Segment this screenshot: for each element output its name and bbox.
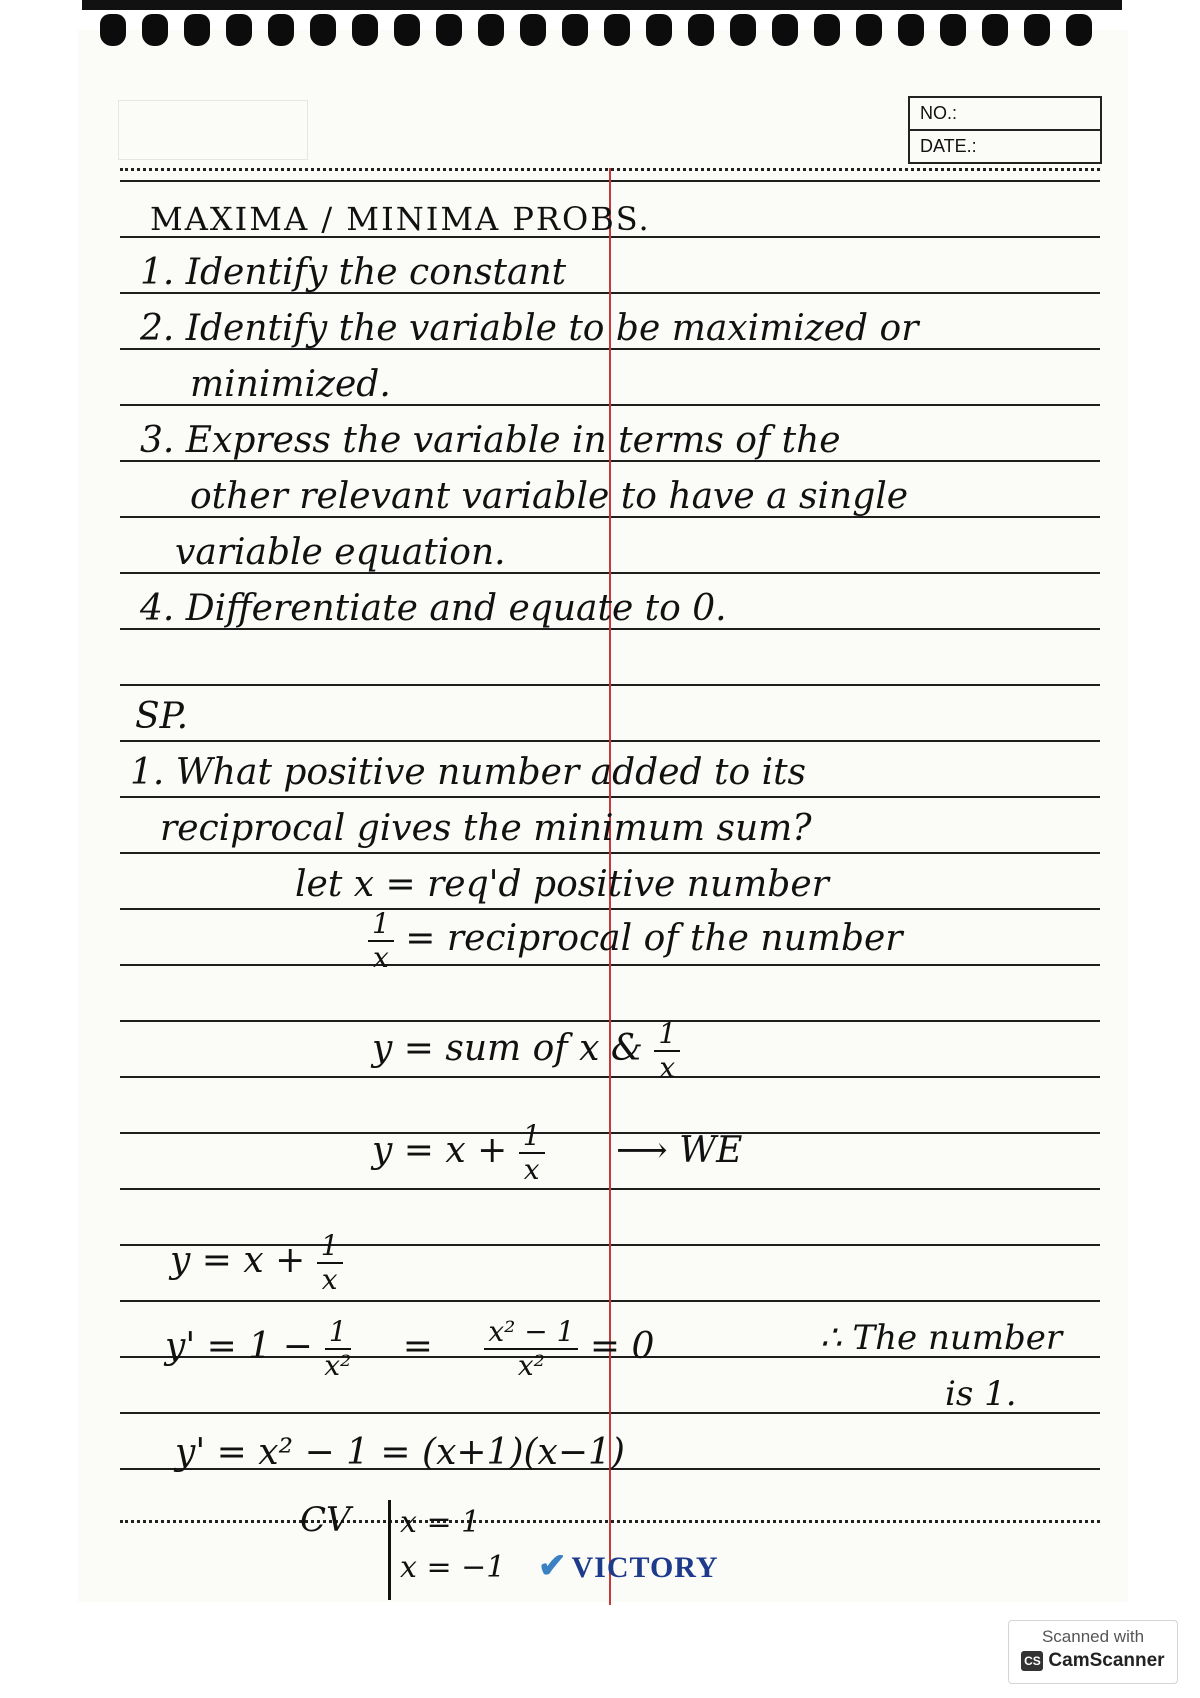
cv-value-2: x = −1 — [400, 1550, 506, 1585]
conclusion-line-1: ∴ The number — [820, 1318, 1063, 1358]
spiral-ring — [940, 14, 966, 46]
brand-text: VICTORY — [571, 1551, 719, 1584]
work-line-3: y' = x² − 1 = (x+1)(x−1) — [175, 1432, 625, 1473]
let-line-1: let x = req'd positive number — [295, 864, 829, 905]
spiral-ring — [142, 14, 168, 46]
let-line-2 — [368, 907, 903, 974]
spiral-ring — [436, 14, 462, 46]
no-label: NO.: — [920, 103, 958, 123]
cv-value-1: x = 1 — [400, 1505, 481, 1540]
spiral-ring — [688, 14, 714, 46]
spiral-ring — [982, 14, 1008, 46]
spiral-ring — [184, 14, 210, 46]
spiral-ring — [352, 14, 378, 46]
work-line-1-left: y = x + — [170, 1240, 317, 1281]
spiral-ring — [730, 14, 756, 46]
step-1: 1. Identify the constant — [140, 252, 567, 293]
fraction — [654, 1017, 680, 1084]
frac-den: x² — [324, 1349, 352, 1382]
frac-den: x — [373, 941, 389, 974]
fraction — [324, 1315, 352, 1382]
problem-line-1: 1. What positive number added to its — [130, 752, 807, 793]
frac-den: x — [321, 1263, 338, 1296]
brand-logo — [538, 1546, 719, 1586]
frac-den: x — [523, 1153, 540, 1186]
bleed-through-box — [118, 100, 308, 160]
spiral-ring — [520, 14, 546, 46]
spiral-ring — [814, 14, 840, 46]
camscanner-text: CamScanner — [1048, 1650, 1165, 1671]
spiral-ring — [310, 14, 336, 46]
victory-logo-icon: ✔ — [538, 1548, 568, 1585]
frac-num: 1 — [317, 1232, 343, 1264]
frac-num: 1 — [519, 1122, 545, 1154]
fraction — [484, 1315, 578, 1382]
work-line-1 — [170, 1229, 343, 1296]
fraction — [519, 1119, 545, 1186]
spiral-ring — [1024, 14, 1050, 46]
step-3: 3. Express the variable in terms of the — [140, 420, 841, 461]
sp-label: SP. — [135, 696, 189, 737]
conclusion-line-2: is 1. — [945, 1374, 1017, 1414]
spiral-ring — [226, 14, 252, 46]
work-line-2 — [165, 1315, 655, 1382]
frac-den: x — [659, 1051, 676, 1084]
frac-num: 1 — [654, 1020, 680, 1052]
let-line-3-text: y = sum of x & — [372, 1028, 655, 1069]
cv-label: CV — [300, 1500, 351, 1540]
let-line-4-right: ⟶ WE — [616, 1130, 743, 1171]
fraction — [368, 907, 394, 974]
spiral-ring — [1066, 14, 1092, 46]
frac-den: x² — [517, 1349, 545, 1382]
fraction — [317, 1229, 343, 1296]
let-line-4 — [372, 1119, 743, 1186]
frac-num: 1 — [368, 910, 394, 942]
work-line-2-eq: = — [402, 1326, 433, 1367]
let-line-3 — [372, 1017, 680, 1084]
spiral-bar — [82, 0, 1122, 10]
spiral-binding — [82, 0, 1122, 52]
work-line-2-right: = 0 — [589, 1326, 655, 1367]
spiral-ring — [856, 14, 882, 46]
spiral-ring — [268, 14, 294, 46]
no-date-box — [908, 96, 1102, 164]
work-line-2-left: y' = 1 − — [165, 1326, 325, 1367]
spiral-ring — [772, 14, 798, 46]
spiral-ring — [394, 14, 420, 46]
step-2-cont: minimized. — [190, 364, 391, 405]
frac-num: x² − 1 — [484, 1318, 578, 1350]
spiral-ring — [646, 14, 672, 46]
spiral-ring — [562, 14, 588, 46]
spiral-ring — [898, 14, 924, 46]
frac-num: 1 — [325, 1318, 351, 1350]
camscanner-brand — [1009, 1650, 1177, 1672]
spiral-ring — [604, 14, 630, 46]
step-3-cont: other relevant variable to have a single — [190, 476, 909, 517]
spiral-ring — [478, 14, 504, 46]
step-4: 4. Differentiate and equate to 0. — [140, 588, 727, 629]
cv-bracket — [388, 1500, 391, 1600]
problem-line-2: reciprocal gives the minimum sum? — [160, 808, 812, 849]
step-2: 2. Identify the variable to be maximized or — [140, 308, 919, 349]
let-line-2-rest: = reciprocal of the number — [405, 918, 903, 959]
spiral-ring — [100, 14, 126, 46]
camscanner-logo-icon: CS — [1021, 1651, 1043, 1671]
camscanner-badge — [1008, 1620, 1178, 1684]
date-label: DATE.: — [910, 129, 1100, 162]
scanned-with-text: Scanned with — [1041, 1627, 1145, 1646]
step-3-cont2: variable equation. — [175, 532, 506, 573]
let-line-4-left: y = x + — [372, 1130, 519, 1171]
page-title: MAXIMA / MINIMA PROBS. — [150, 200, 651, 238]
